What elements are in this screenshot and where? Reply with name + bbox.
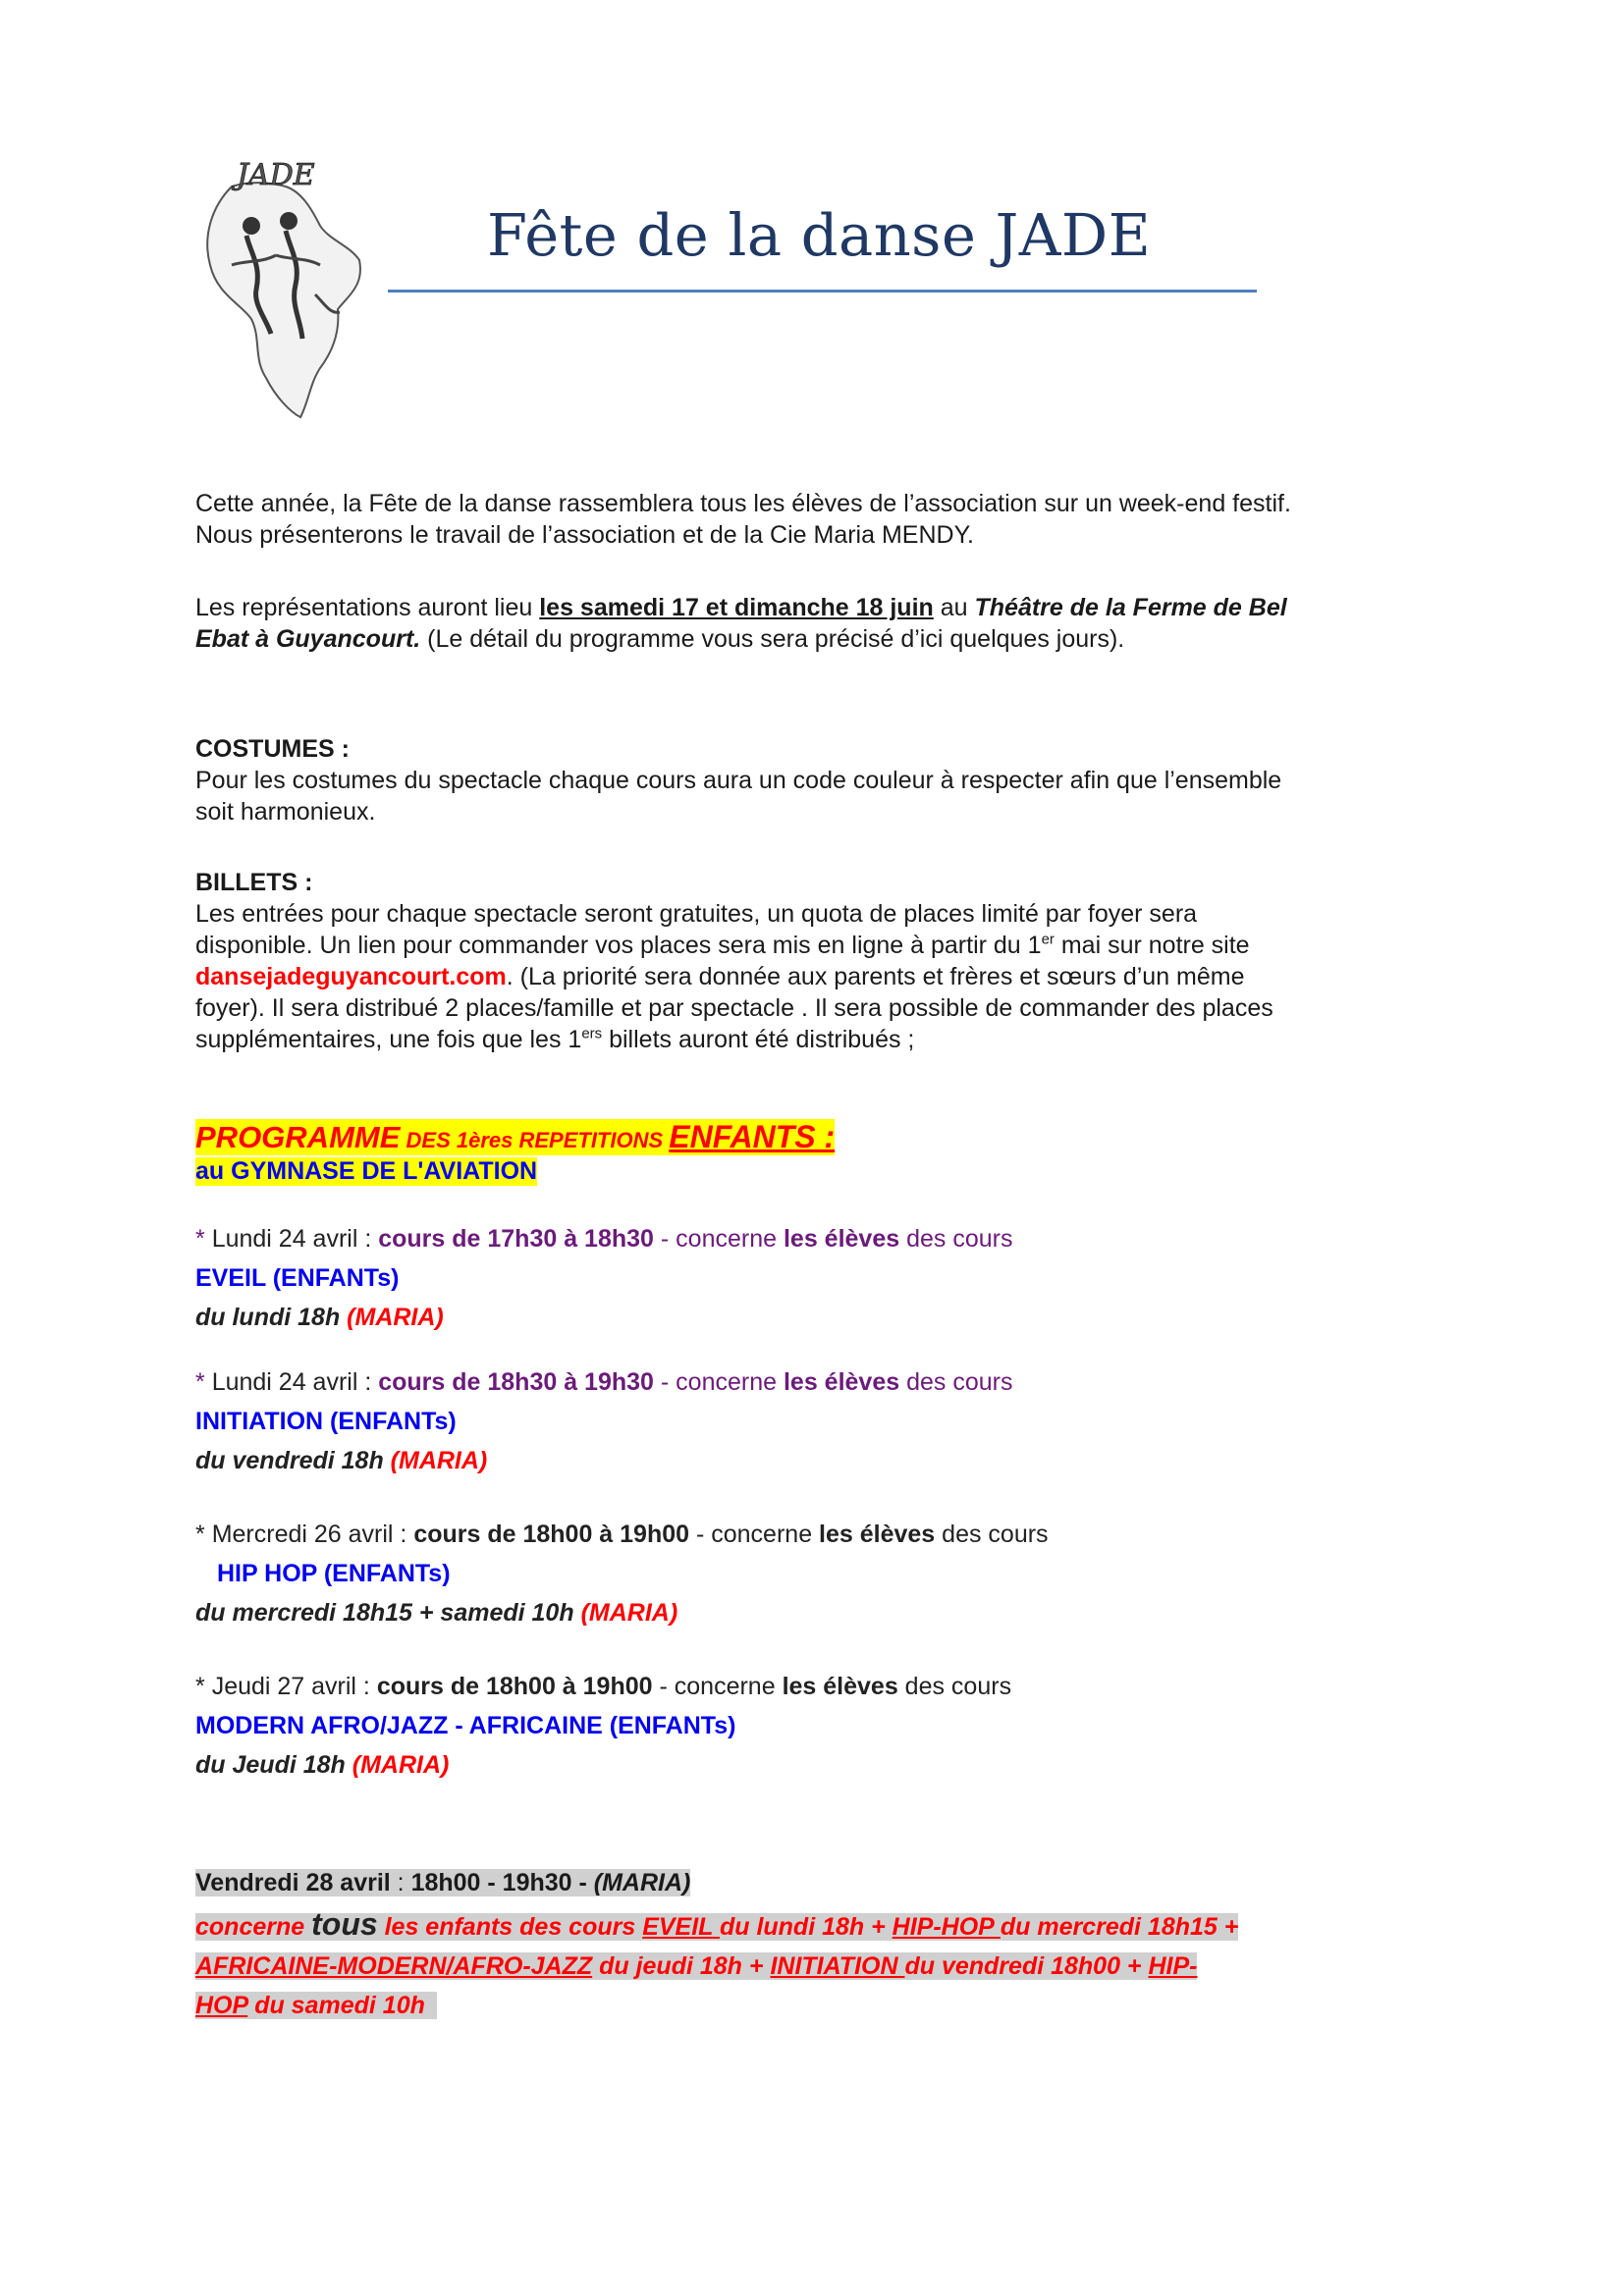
session-when: du mercredi 18h15 + samedi 10h (MARIA) — [195, 1599, 678, 1627]
session-when: du lundi 18h (MARIA) — [195, 1304, 444, 1331]
costumes-section — [195, 733, 1440, 828]
billets-section — [195, 867, 1440, 1055]
billets-line: foyer). Il sera distribué 2 places/famille et par spectacle . Il sera possible de commander des places — [195, 994, 1273, 1022]
intro-line: Cette année, la Fête de la danse rassemblera tous les élèves de l’association sur un week-end festif. — [195, 490, 1291, 517]
section-heading: BILLETS : — [195, 869, 313, 896]
page-title: Fête de la danse JADE — [487, 201, 1152, 269]
session-when: du Jeudi 18h (MARIA) — [195, 1751, 450, 1779]
session-block — [195, 1515, 1049, 1632]
venue-name: Théâtre de la Ferme de Bel — [974, 594, 1287, 621]
session-course: INITIATION (ENFANTs) — [195, 1408, 457, 1435]
final-concerne-line: HOP du samedi 10h — [195, 1986, 1238, 2025]
session-course: HIP HOP (ENFANTs) — [217, 1560, 451, 1587]
billets-line: Les entrées pour chaque spectacle seront gratuites, un quota de places limité par foyer sera — [195, 900, 1198, 928]
session-block — [195, 1362, 1012, 1480]
programme-place: au GYMNASE DE L'AVIATION — [195, 1157, 538, 1185]
final-date-line — [195, 1863, 1238, 1902]
session-course: MODERN AFRO/JAZZ - AFRICAINE (ENFANTs) — [195, 1712, 736, 1739]
svg-text:JADE: JADE — [237, 158, 315, 192]
intro-paragraph — [195, 488, 1440, 551]
session-line: * Lundi 24 avril : cours de 18h30 à 19h30 - concerne les élèves des cours — [195, 1368, 1013, 1396]
billets-line: dansejadeguyancourt.com. (La priorité sera donnée aux parents et frères et sœurs d’un même — [195, 963, 1245, 990]
final-rehearsal — [195, 1863, 1238, 2025]
performance-line: Ebat à Guyancourt. (Le détail du programme vous sera précisé d’ici quelques jours). — [195, 625, 1125, 653]
section-heading: COSTUMES : — [195, 735, 350, 763]
session-block — [195, 1667, 1011, 1785]
billets-line: disponible. Un lien pour commander vos places sera mis en ligne à partir du 1er mai sur notre site — [195, 931, 1250, 959]
programme-heading — [195, 1119, 835, 1186]
performance-line: Les représentations auront lieu les samedi 17 et dimanche 18 juin au Théâtre de la Ferme de Bel — [195, 594, 1287, 621]
session-course: EVEIL (ENFANTs) — [195, 1264, 400, 1292]
website-link[interactable]: dansejadeguyancourt.com — [195, 963, 507, 990]
final-concerne-line: concerne tous les enfants des cours EVEIL du lundi 18h + HIP-HOP du mercredi 18h15 + — [195, 1906, 1239, 1942]
costumes-line: soit harmonieux. — [195, 798, 376, 826]
jade-logo — [192, 147, 369, 422]
programme-title: PROGRAMME DES 1ères REPETITIONS ENFANTS : — [195, 1119, 836, 1154]
final-concerne-line: AFRICAINE-MODERN/AFRO-JAZZ du jeudi 18h + INITIATION du vendredi 18h00 + HIP- — [195, 1952, 1198, 1980]
final-date-highlight: Vendredi 28 avril : 18h00 - 19h30 - (MARIA) — [195, 1869, 691, 1896]
performance-paragraph — [195, 592, 1440, 655]
session-line: * Mercredi 26 avril : cours de 18h00 à 19h00 - concerne les élèves des cours — [195, 1521, 1049, 1548]
performance-dates: les samedi 17 et dimanche 18 juin — [539, 594, 934, 621]
session-block — [195, 1219, 1012, 1337]
billets-line: supplémentaires, une fois que les 1ers billets auront été distribués ; — [195, 1025, 915, 1053]
intro-line: Nous présenterons le travail de l’association et de la Cie Maria MENDY. — [195, 521, 974, 549]
session-when: du vendredi 18h (MARIA) — [195, 1447, 488, 1474]
costumes-line: Pour les costumes du spectacle chaque cours aura un code couleur à respecter afin que l’ensemble — [195, 767, 1282, 794]
africa-dancers-logo-icon — [192, 147, 369, 422]
venue-name: Ebat à Guyancourt. — [195, 625, 421, 653]
session-line: * Jeudi 27 avril : cours de 18h00 à 19h00 - concerne les élèves des cours — [195, 1673, 1012, 1700]
session-line: * Lundi 24 avril : cours de 17h30 à 18h30 - concerne les élèves des cours — [195, 1225, 1013, 1253]
title-divider — [388, 290, 1257, 293]
